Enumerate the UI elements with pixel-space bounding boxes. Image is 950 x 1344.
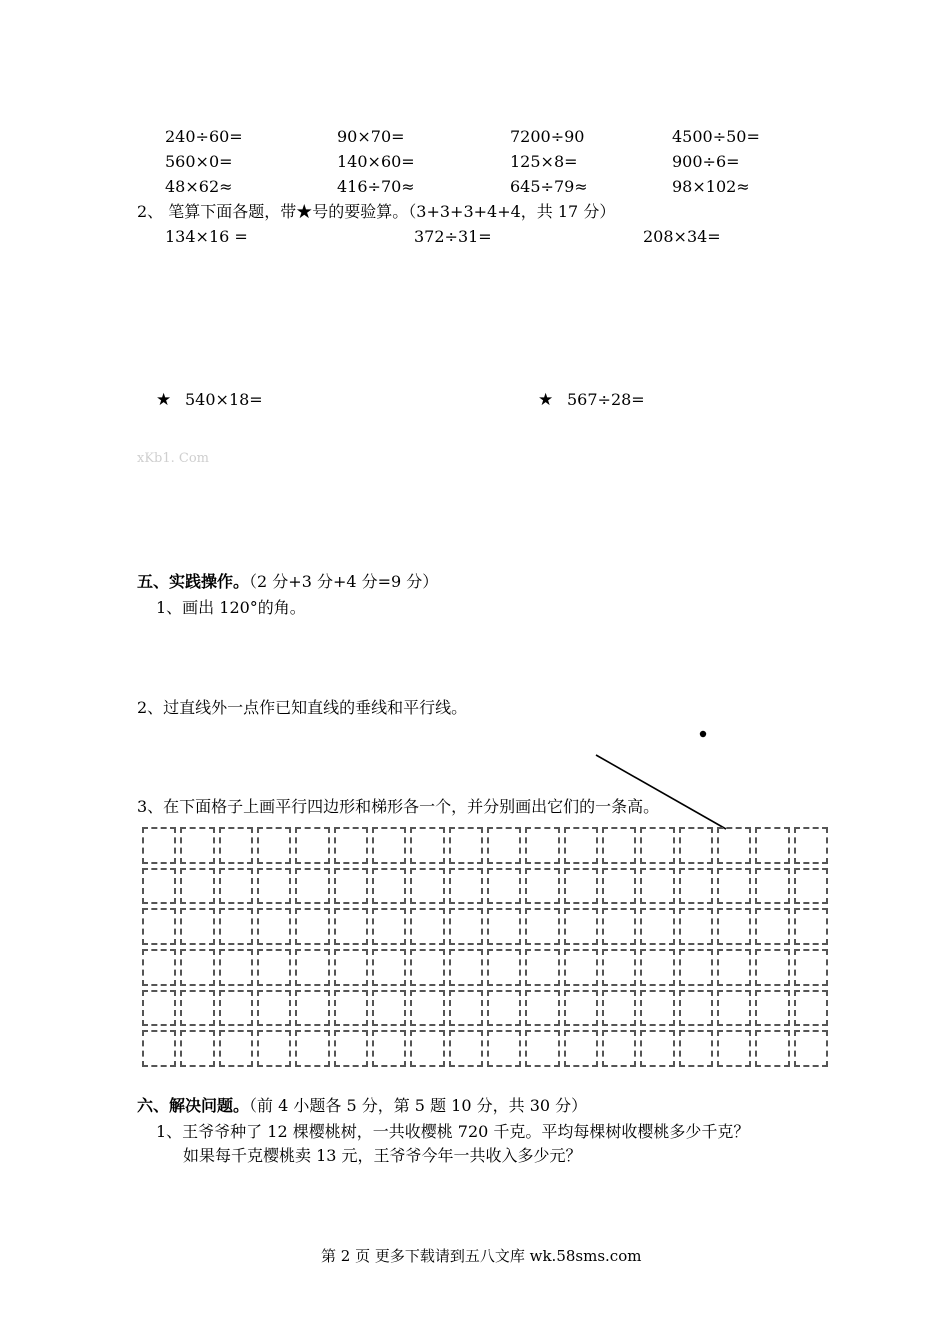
grid-cell	[602, 868, 636, 905]
grid-cell	[295, 868, 329, 905]
calc-problem: 208×34=	[643, 227, 721, 246]
grid-cell	[180, 1030, 214, 1067]
grid-cell	[564, 949, 598, 986]
grid-cell	[717, 827, 751, 864]
grid-cell	[219, 990, 253, 1027]
calc-item: 7200÷90	[510, 127, 585, 146]
grid-cell	[640, 1030, 674, 1067]
grid-cell	[295, 990, 329, 1027]
grid-cell	[755, 827, 789, 864]
grid-cell	[372, 1030, 406, 1067]
grid-cell	[564, 1030, 598, 1067]
given-line	[596, 755, 726, 829]
grid-cell	[180, 868, 214, 905]
grid-cell	[142, 827, 176, 864]
grid-cell	[487, 990, 521, 1027]
grid-cell	[679, 827, 713, 864]
calc-item: 4500÷50=	[672, 127, 760, 146]
grid-cell	[219, 1030, 253, 1067]
calc-item: 48×62≈	[165, 177, 233, 196]
grid-cell	[334, 949, 368, 986]
grid-cell	[679, 949, 713, 986]
grid-cell	[564, 990, 598, 1027]
grid-cell	[794, 827, 828, 864]
grid-cell	[334, 827, 368, 864]
grid-cell	[755, 990, 789, 1027]
grid-cell	[334, 868, 368, 905]
watermark: xKb1. Com	[137, 451, 210, 466]
question: 3、在下面格子上画平行四边形和梯形各一个，并分别画出它们的一条高。	[137, 797, 660, 816]
grid-cell	[525, 990, 559, 1027]
grid-cell	[449, 1030, 483, 1067]
grid-cell	[142, 868, 176, 905]
grid-cell	[449, 908, 483, 945]
grid-cell	[410, 908, 444, 945]
grid-cell	[142, 1030, 176, 1067]
grid-cell	[794, 908, 828, 945]
grid-cell	[410, 1030, 444, 1067]
grid-cell	[295, 1030, 329, 1067]
grid-cell	[487, 949, 521, 986]
grid-cell	[180, 990, 214, 1027]
star-icon: ★	[156, 390, 172, 410]
grid-cell	[755, 868, 789, 905]
grid-cell	[525, 1030, 559, 1067]
grid-cell	[449, 868, 483, 905]
grid-cell	[372, 949, 406, 986]
grid-cell	[525, 949, 559, 986]
grid-cell	[755, 1030, 789, 1067]
grid-cell	[679, 990, 713, 1027]
grid-cell	[219, 908, 253, 945]
grid-cell	[410, 827, 444, 864]
grid-cell	[602, 827, 636, 864]
grid-cell	[602, 1030, 636, 1067]
grid-cell	[257, 1030, 291, 1067]
grid-cell	[257, 990, 291, 1027]
grid-cell	[142, 908, 176, 945]
grid-cell	[602, 908, 636, 945]
calc-item: 900÷6=	[672, 152, 740, 171]
calc-item: 90×70=	[337, 127, 405, 146]
calc-item: 416÷70≈	[337, 177, 415, 196]
grid-cell	[717, 949, 751, 986]
grid-cell	[372, 990, 406, 1027]
grid-cell	[295, 908, 329, 945]
grid-cell	[257, 868, 291, 905]
grid-cell	[602, 990, 636, 1027]
grid-cell	[794, 1030, 828, 1067]
grid-cell	[257, 949, 291, 986]
calc-problem: 372÷31=	[414, 227, 492, 246]
grid-cell	[564, 827, 598, 864]
grid-cell	[525, 827, 559, 864]
grid-cell	[640, 990, 674, 1027]
section-score: （前 4 小题各 5 分，第 5 题 10 分，共 30 分）	[249, 1096, 588, 1115]
section-score: （2 分+3 分+4 分=9 分）	[249, 572, 439, 591]
grid-cell	[180, 949, 214, 986]
grid-cell	[525, 908, 559, 945]
calc-item: 560×0=	[165, 152, 233, 171]
grid-cell	[487, 868, 521, 905]
grid-cell	[525, 868, 559, 905]
grid-cell	[755, 908, 789, 945]
grid-cell	[717, 868, 751, 905]
grid-cell	[295, 827, 329, 864]
calc-item: 125×8=	[510, 152, 578, 171]
grid-cell	[640, 949, 674, 986]
grid-cell	[372, 908, 406, 945]
question-title: 2、 笔算下面各题，带★号的要验算。（3+3+3+4+4，共 17 分）	[137, 202, 616, 221]
section-title: 五、实践操作。	[137, 572, 250, 591]
grid-cell	[410, 868, 444, 905]
problem-line: 1、王爷爷种了 12 棵樱桃树，一共收樱桃 720 千克。平均每棵树收樱桃多少千克？	[156, 1122, 750, 1141]
grid-cell	[717, 990, 751, 1027]
grid-cell	[334, 990, 368, 1027]
grid-cell	[334, 1030, 368, 1067]
grid-cell	[679, 1030, 713, 1067]
grid-cell	[372, 827, 406, 864]
grid-cell	[717, 1030, 751, 1067]
grid-cell	[640, 868, 674, 905]
grid-cell	[180, 908, 214, 945]
grid-cell	[372, 868, 406, 905]
grid-cell	[219, 827, 253, 864]
grid-cell	[295, 949, 329, 986]
given-point	[700, 731, 706, 737]
grid-cell	[219, 868, 253, 905]
grid-cell	[257, 908, 291, 945]
grid-cell	[410, 990, 444, 1027]
calc-problem: 134×16 =	[165, 227, 248, 246]
section-title: 六、解决问题。	[137, 1096, 250, 1115]
grid-cell	[219, 949, 253, 986]
grid-cell	[142, 990, 176, 1027]
grid-cell	[602, 949, 636, 986]
grid-cell	[487, 827, 521, 864]
grid-cell	[640, 827, 674, 864]
grid-cell	[180, 827, 214, 864]
grid-cell	[142, 949, 176, 986]
calc-problem-starred: 540×18=	[185, 390, 263, 409]
grid-cell	[794, 949, 828, 986]
problem-line: 如果每千克樱桃卖 13 元，王爷爷今年一共收入多少元？	[183, 1146, 582, 1165]
question: 1、画出 120°的角。	[156, 598, 306, 617]
grid-cell	[487, 908, 521, 945]
calc-item: 645÷79≈	[510, 177, 588, 196]
grid-cell	[717, 908, 751, 945]
grid-cell	[679, 908, 713, 945]
grid-cell	[449, 827, 483, 864]
grid-cell	[487, 1030, 521, 1067]
page-footer: 第 2 页 更多下载请到五八文库 wk.58sms.com	[321, 1247, 642, 1265]
grid-cell	[564, 908, 598, 945]
grid-cell	[257, 827, 291, 864]
section-heading	[137, 1096, 587, 1116]
grid-cell	[564, 868, 598, 905]
star-icon: ★	[538, 390, 554, 410]
drawing-grid[interactable]	[140, 825, 830, 1069]
grid-cell	[640, 908, 674, 945]
question: 2、过直线外一点作已知直线的垂线和平行线。	[137, 698, 468, 717]
calc-item: 240÷60=	[165, 127, 243, 146]
calc-item: 98×102≈	[672, 177, 750, 196]
grid-cell	[449, 990, 483, 1027]
grid-cell	[410, 949, 444, 986]
calc-problem-starred: 567÷28=	[567, 390, 645, 409]
grid-cell	[794, 990, 828, 1027]
grid-cell	[449, 949, 483, 986]
grid-cell	[334, 908, 368, 945]
grid-cell	[679, 868, 713, 905]
calc-item: 140×60=	[337, 152, 415, 171]
grid-cell	[794, 868, 828, 905]
grid-cell	[755, 949, 789, 986]
